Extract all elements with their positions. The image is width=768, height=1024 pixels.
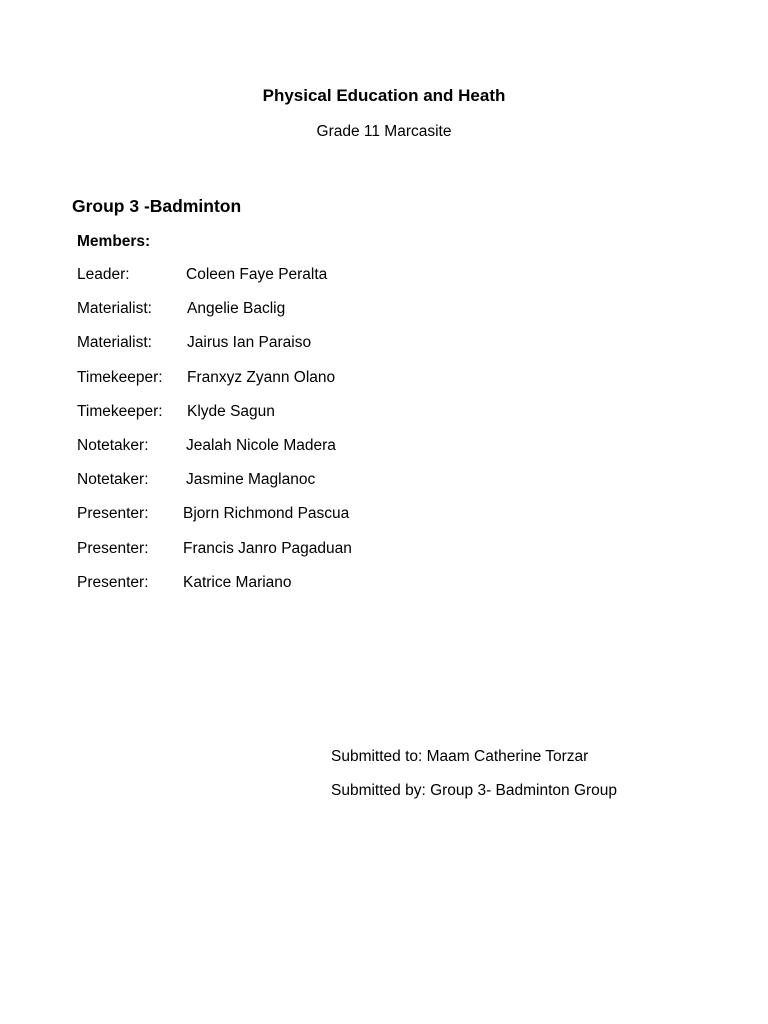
member-role: Materialist: <box>77 300 152 318</box>
member-name: Angelie Baclig <box>187 300 286 318</box>
member-name: Jealah Nicole Madera <box>186 436 336 454</box>
member-role: Materialist: <box>77 334 152 352</box>
submitted-by: Submitted by: Group 3- Badminton Group <box>331 782 618 799</box>
member-role: Presenter: <box>77 539 149 557</box>
member-name: Jasmine Maglanoc <box>186 471 316 489</box>
group-heading: Group 3 -Badminton <box>72 196 242 216</box>
submitted-to: Submitted to: Maam Catherine Torzar <box>331 748 589 765</box>
member-name: Bjorn Richmond Pascua <box>183 505 350 523</box>
document-subtitle: Grade 11 Marcasite <box>316 123 452 140</box>
member-name: Jairus Ian Paraiso <box>187 334 312 352</box>
member-role: Timekeeper: <box>77 368 163 386</box>
member-name: Katrice Mariano <box>183 573 292 591</box>
member-role: Presenter: <box>77 505 149 523</box>
member-role: Timekeeper: <box>77 402 163 420</box>
member-name: Francis Janro Pagaduan <box>183 539 352 557</box>
member-role: Presenter: <box>77 573 149 591</box>
member-name: Klyde Sagun <box>187 402 275 420</box>
member-name: Coleen Faye Peralta <box>186 266 328 283</box>
member-role: Notetaker: <box>77 471 149 489</box>
member-role: Notetaker: <box>77 436 149 454</box>
member-name: Franxyz Zyann Olano <box>187 368 336 386</box>
member-role: Leader: <box>77 266 130 283</box>
members-label: Members: <box>77 233 151 250</box>
document-title: Physical Education and Heath <box>262 86 506 105</box>
